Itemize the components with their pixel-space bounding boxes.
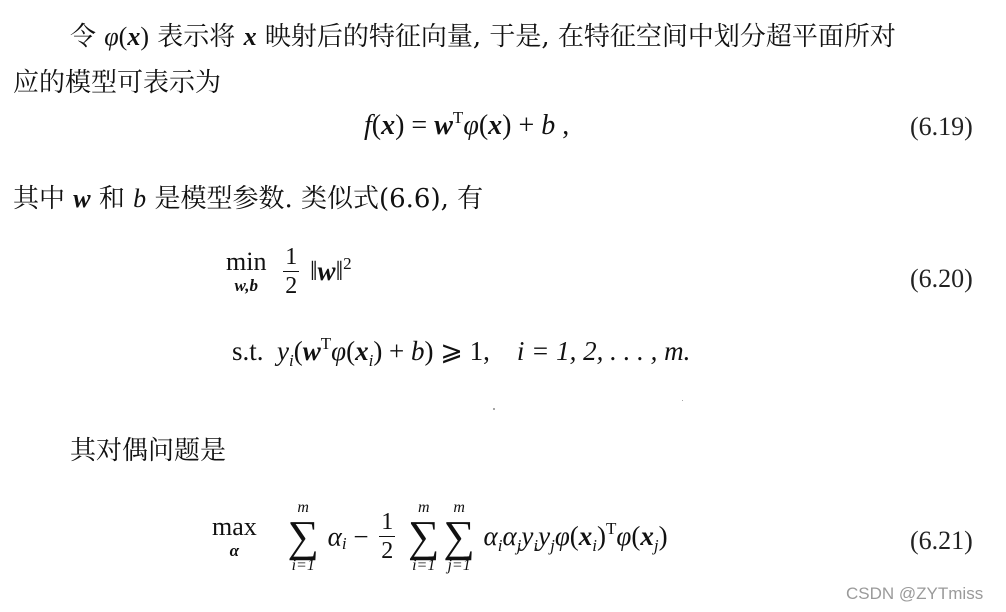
text-fragment: 表示将 bbox=[157, 22, 236, 52]
text-fragment: 映射后的特征向量, 于是, 在特征空间中划分超平面所对 bbox=[264, 22, 896, 52]
equation-6-21: max α m ∑ i=1 $\alpha_i$ − $\frac{1}{2}$ m ∑ i=1 m ∑ j=1 $\alpha_i\alpha_jy_iy_j\varphi(x_i)^T\varphi(x_j)$ bbox=[212, 499, 668, 574]
max-operator: max α bbox=[212, 512, 257, 560]
math-b: b bbox=[133, 184, 147, 213]
min-operator: min w,b bbox=[226, 247, 267, 295]
csdn-watermark: CSDN @ZYTmiss bbox=[846, 584, 984, 603]
fraction-half: $\frac{1}{2}$ bbox=[285, 244, 298, 300]
scan-speck bbox=[682, 400, 683, 401]
equation-number: (6.20) bbox=[910, 264, 973, 293]
text-fragment: 令 bbox=[70, 22, 97, 52]
sum-operator: m ∑ j=1 bbox=[443, 499, 475, 574]
summand: $\alpha_i\alpha_jy_iy_j\varphi(x_i)^T\varphi(x_j)$ bbox=[483, 519, 668, 556]
math-w: w bbox=[73, 184, 91, 213]
equation-6-19: $f(x) = w^T\varphi(x) + b$ , bbox=[364, 108, 570, 141]
equation-number: (6.21) bbox=[910, 526, 973, 555]
paragraph-line-2 bbox=[13, 62, 221, 99]
equation-number: (6.19) bbox=[910, 112, 973, 141]
text-fragment: 其中 bbox=[13, 184, 66, 214]
sum-operator: m ∑ i=1 bbox=[287, 499, 319, 574]
equation-6-20-constraint: s.t. $y_i(w^T\varphi(x_i) + b)$ ⩾ 1, i = 1, 2, . . . , m. bbox=[232, 334, 691, 370]
text-fragment: 是模型参数. 类似式(6.6), 有 bbox=[154, 184, 484, 214]
math-x: x bbox=[243, 22, 257, 51]
text-fragment: 应的模型可表示为 bbox=[13, 68, 222, 98]
paragraph-line-1: 令 φ(x) 表示将 x 映射后的特征向量, 于是, 在特征空间中划分超平面所对 bbox=[70, 22, 896, 52]
paragraph-line-3 bbox=[13, 178, 483, 215]
text-fragment: 和 bbox=[98, 184, 125, 214]
math-phi: φ bbox=[104, 22, 119, 51]
scan-speck bbox=[493, 408, 495, 410]
fraction-half: $\frac{1}{2}$ bbox=[381, 509, 394, 565]
sum-operator: m ∑ i=1 bbox=[408, 499, 440, 574]
math-x: x bbox=[127, 22, 141, 51]
equation-6-20: min w,b $\frac{1}{2}$ ‖w‖$^2$ bbox=[226, 244, 352, 300]
paragraph-line-4: 其对偶问题是 bbox=[70, 436, 227, 466]
